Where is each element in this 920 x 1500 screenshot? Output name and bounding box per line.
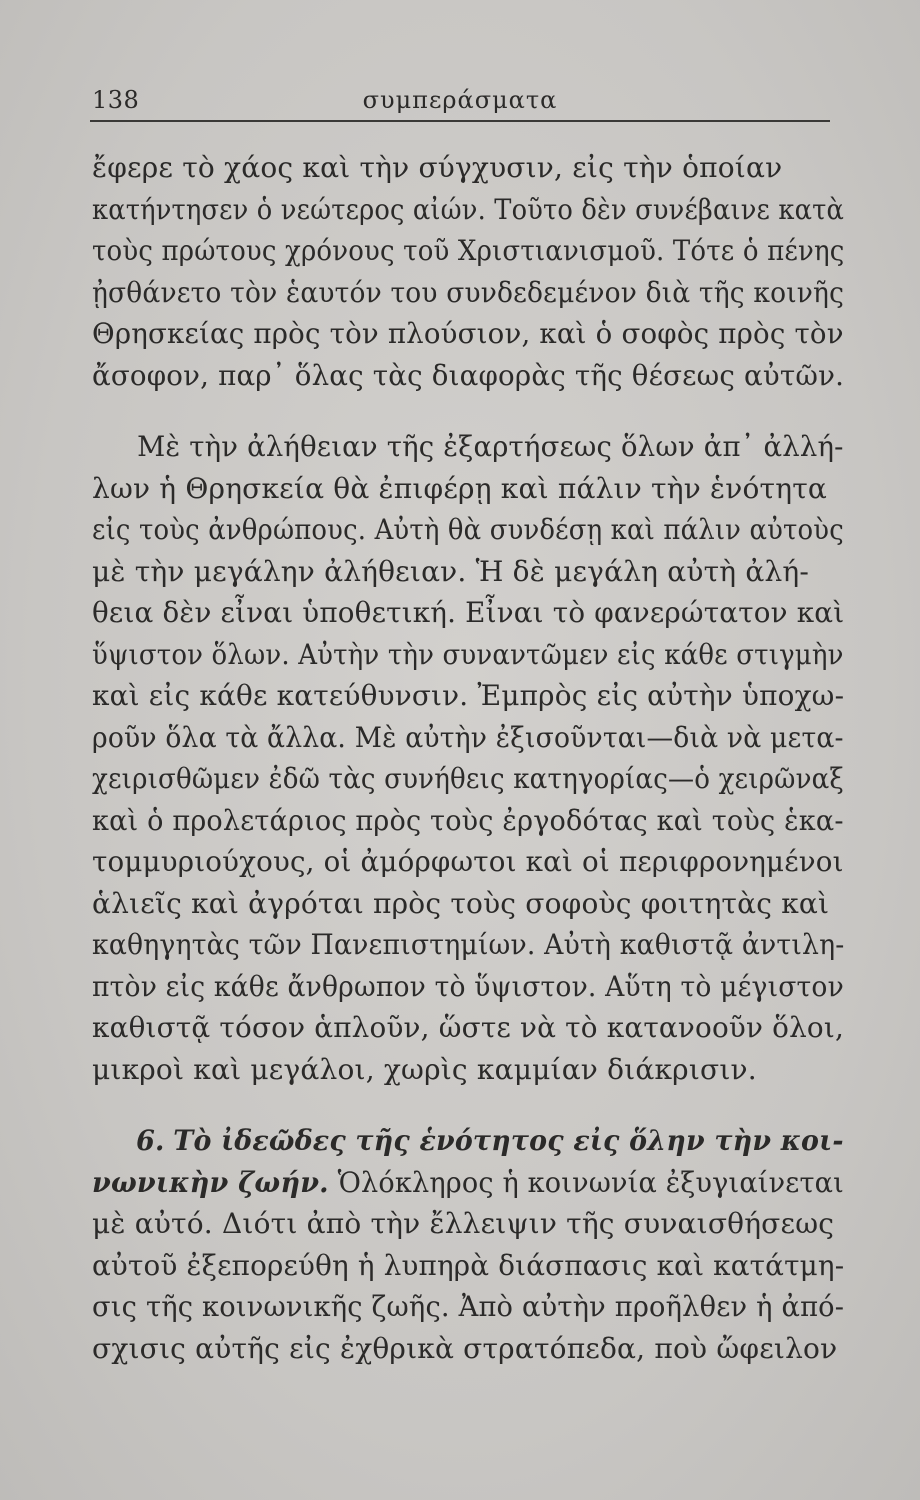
text-line: καθηγητὰς τῶν Πανεπιστημίων. Αὐτὴ καθιστᾷ ἀντιλη- (92, 928, 845, 961)
text-line: καθιστᾷ τόσον ἁπλοῦν, ὥστε νὰ τὸ κατανοοῦν ὅλοι, (92, 1011, 845, 1044)
text-line: ἁλιεῖς καὶ ἀγρόται πρὸς τοὺς σοφοὺς φοιτητὰς καὶ (92, 886, 830, 920)
text-line: καὶ ὁ προλετάριος πρὸς τοὺς ἐργοδότας καὶ τοὺς ἑκα- (92, 803, 844, 837)
page-number: 138 (92, 86, 140, 114)
text-line: ροῦν ὅλα τὰ ἄλλα. Μὲ αὐτὴν ἐξισοῦνται—διὰ νὰ μετα- (92, 720, 844, 754)
text-line: εἰς τοὺς ἀνθρώπους. Αὐτὴ θὰ συνδέσῃ καὶ πάλιν αὐτοὺς (92, 513, 844, 546)
paragraph-spacer (92, 1090, 844, 1120)
text-line: αὐτοῦ ἐξεπορεύθη ἡ λυπηρὰ διάσπασις καὶ κατάτμη- (92, 1248, 845, 1282)
body-text (92, 147, 844, 1369)
page-header (90, 84, 830, 122)
text-line: μὲ αὐτό. Διότι ἀπὸ τὴν ἔλλειψιν τῆς συναισθήσεως (92, 1207, 835, 1240)
text-line: μικροὶ καὶ μεγάλοι, χωρὶς καμμίαν διάκρισιν. (92, 1052, 757, 1086)
text-line: ἄσοφον, παρ᾽ ὅλας τὰς διαφορὰς τῆς θέσεως αὐτῶν. (92, 358, 845, 392)
text-line: θεια δὲν εἶναι ὑποθετική. Εἶναι τὸ φανερώτατον καὶ (92, 596, 845, 629)
text-line: καὶ εἰς κάθε κατεύθυνσιν. Ἐμπρὸς εἰς αὐτὴν ὑποχω- (92, 679, 845, 712)
text-line: πτὸν εἰς κάθε ἄνθρωπον τὸ ὕψιστον. Αὕτη τὸ μέγιστον (92, 969, 844, 1003)
running-title: συμπεράσματα (362, 86, 558, 114)
section-text: Ὁλόκληρος ἡ κοινωνία ἐξυγιαίνεται (337, 1165, 844, 1199)
text-line: Θρησκείας πρὸς τὸν πλούσιον, καὶ ὁ σοφὸς πρὸς τὸν (92, 317, 844, 350)
paragraph-spacer (92, 396, 844, 426)
text-line: τομμυριούχους, οἱ ἀμόρφωτοι καὶ οἱ περιφρονημένοι (92, 845, 844, 878)
section-heading-line (92, 1120, 844, 1162)
text-line: μὲ τὴν μεγάλην ἀλήθειαν. Ἡ δὲ μεγάλη αὐτὴ ἀλή- (92, 554, 810, 588)
text-line: ὕψιστον ὅλων. Αὐτὴν τὴν συναντῶμεν εἰς κάθε στιγμὴν (92, 637, 844, 671)
section-number: 6. (136, 1124, 165, 1157)
text-line: τοὺς πρώτους χρόνους τοῦ Χριστιανισμοῦ. Τότε ὁ πένης (92, 234, 845, 267)
text-line: χειρισθῶμεν ἐδῶ τὰς συνήθεις κατηγορίας—ὁ χειρῶναξ (92, 762, 844, 795)
text-line: λων ἡ Θρησκεία θὰ ἐπιφέρῃ καὶ πάλιν τὴν ἑνότητα (92, 471, 827, 505)
section-heading: Τὸ ἰδεῶδες τῆς ἑνότητος εἰς ὅλην τὴν κοι- (173, 1124, 844, 1157)
text-line: Μὲ τὴν ἀλήθειαν τῆς ἐξαρτήσεως ὅλων ἀπ᾽ ἀλλή- (137, 430, 844, 463)
paragraph-1 (92, 147, 844, 396)
text-line: σις τῆς κοινωνικῆς ζωῆς. Ἀπὸ αὐτὴν προῆλθεν ἡ ἀπό- (92, 1290, 845, 1323)
text-line: ἔφερε τὸ χάος καὶ τὴν σύγχυσιν, εἰς τὴν ὁποίαν (92, 151, 783, 184)
paragraph-2 (92, 426, 844, 1090)
section-heading-line (92, 1162, 844, 1204)
section-heading-continued: νωνικὴν ζωήν. (92, 1165, 329, 1199)
text-line: κατήντησεν ὁ νεώτερος αἰών. Τοῦτο δὲν συνέβαινε κατὰ (92, 192, 845, 226)
text-line: ᾐσθάνετο τὸν ἑαυτόν του συνδεδεμένον διὰ τῆς κοινῆς (92, 275, 845, 309)
text-line: σχισις αὐτῆς εἰς ἐχθρικὰ στρατόπεδα, ποὺ ὤφειλον (92, 1331, 838, 1365)
section-6 (92, 1120, 844, 1369)
